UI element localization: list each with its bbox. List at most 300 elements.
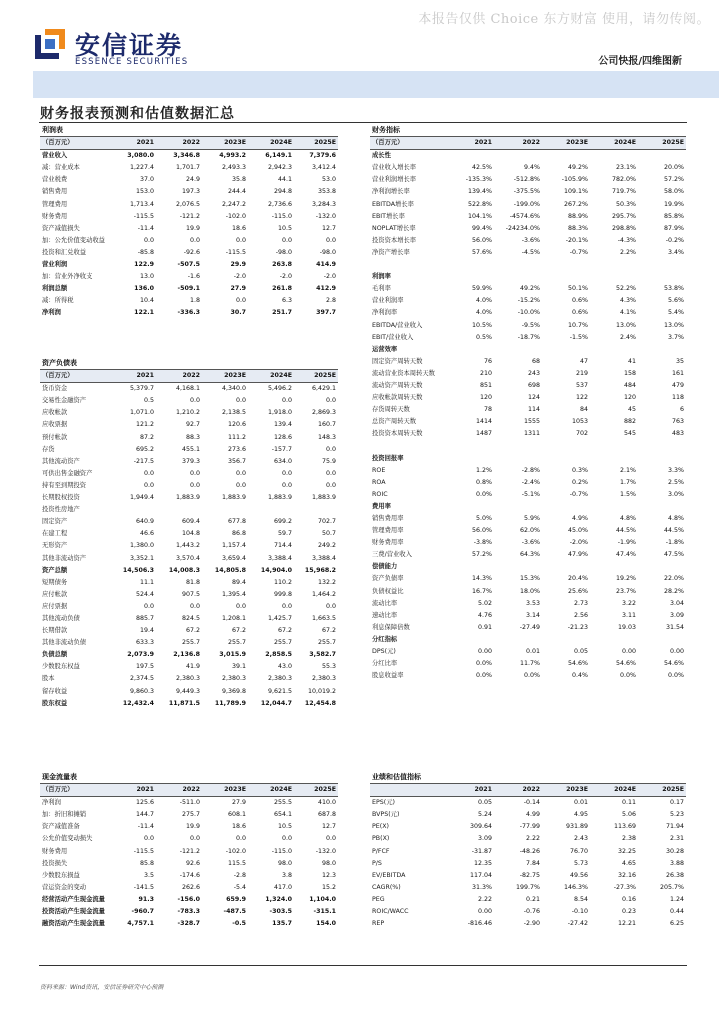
cell-value: 25.6% — [567, 587, 588, 595]
row-label: 营业收入增长率 — [372, 164, 417, 172]
cell-value: 2,736.6 — [267, 200, 292, 208]
cell-value: 455.1 — [181, 445, 200, 453]
cell-value: 659.9 — [226, 895, 246, 903]
cell-value: 6,149.1 — [265, 152, 292, 160]
cell-value: 67.2 — [185, 627, 200, 635]
cell-value: -328.7 — [177, 920, 200, 928]
cell-value: 35.8 — [231, 176, 246, 184]
cell-value: 0.0 — [325, 835, 336, 843]
row-label: 财务费用 — [42, 847, 68, 855]
row-label: ROIC — [372, 490, 388, 498]
cell-value: -77.99 — [519, 823, 540, 831]
cell-value: -512.8% — [513, 176, 540, 184]
row-label: 营业利润 — [42, 261, 68, 269]
cell-value: 56.0% — [471, 527, 492, 535]
cell-value: 0.0 — [325, 397, 336, 405]
cell-value: 609.4 — [181, 518, 200, 526]
row-label: 资产减值损失 — [42, 224, 80, 232]
cell-value: 0.0 — [235, 602, 246, 610]
cell-value: 42.5% — [471, 164, 492, 172]
cell-value: 161 — [672, 369, 685, 377]
cell-value — [638, 501, 686, 513]
cell-value: 5.06 — [621, 811, 636, 819]
header-row — [370, 137, 686, 150]
cell-value: -2.0% — [569, 539, 588, 547]
cell-value: 28.2% — [664, 587, 685, 595]
cell-value: 11,871.5 — [168, 699, 200, 707]
cell-value: -3.6% — [521, 539, 540, 547]
cell-value: 5.0% — [476, 515, 492, 522]
cell-value: 10.5 — [277, 224, 292, 232]
brand-logo — [33, 27, 233, 67]
cell-value: 273.6 — [227, 445, 246, 453]
cell-value: 9,860.3 — [129, 687, 154, 695]
table-row — [40, 150, 338, 163]
cell-value: 99.4% — [471, 224, 492, 232]
cell-value: 356.7 — [227, 457, 246, 465]
table-row — [40, 492, 338, 504]
row-label: 管理费用率 — [372, 527, 404, 535]
table-row — [40, 283, 338, 295]
cell-value: 4.1% — [620, 309, 636, 317]
cell-value — [542, 501, 590, 513]
cell-value: 15,968.2 — [304, 566, 336, 574]
cell-value: 110.2 — [273, 578, 292, 586]
cell-value: 2025E — [638, 137, 686, 150]
cell-value: 88.3% — [567, 224, 588, 232]
table-row — [40, 540, 338, 552]
income-statement-table — [40, 124, 338, 320]
cell-value: 2024E — [248, 137, 294, 150]
cell-value: 219 — [575, 369, 588, 377]
table-row — [370, 271, 686, 283]
cell-value: 687.8 — [317, 811, 336, 819]
cell-value: 10.5% — [471, 321, 492, 329]
cell-value: -336.3 — [177, 309, 200, 317]
cell-value — [638, 344, 686, 356]
row-label: 营业利润增长率 — [372, 176, 417, 184]
row-label: P/S — [372, 859, 382, 867]
row-label: 短期债务 — [42, 578, 68, 586]
header-band — [33, 71, 719, 98]
row-label: DPS(元) — [372, 648, 396, 656]
row-label: 股息收益率 — [372, 672, 404, 680]
cell-value: -20.1% — [565, 236, 588, 244]
table-row — [370, 809, 686, 821]
cell-value: 4.76 — [477, 611, 492, 619]
table-row — [40, 673, 338, 685]
cell-value: 0.0 — [235, 397, 246, 405]
cell-value: 14.3% — [471, 575, 492, 583]
cell-value: 6.3 — [281, 297, 292, 305]
cell-value: 1,701.7 — [175, 164, 200, 172]
cell-value — [446, 259, 494, 271]
cell-value: 2.5% — [668, 478, 685, 486]
cell-value: 197.3 — [181, 188, 200, 196]
row-label: 减：营业成本 — [42, 164, 80, 172]
cell-value — [638, 453, 686, 465]
cell-value: 545 — [623, 430, 636, 438]
cell-value: 2,076.5 — [175, 200, 200, 208]
cell-value: 57.6% — [471, 248, 492, 256]
cell-value: 121.2 — [135, 421, 154, 429]
cell-value: 2021 — [110, 370, 156, 383]
row-label: PE(X) — [372, 823, 390, 831]
cell-value: 12.3 — [321, 871, 336, 879]
row-label: EBIT/营业收入 — [372, 333, 414, 341]
cell-value: -92.6 — [183, 248, 200, 256]
cell-value: 3,388.4 — [311, 554, 336, 562]
cell-value: 885.7 — [135, 614, 154, 622]
table-row — [40, 383, 338, 396]
row-label: 速动比率 — [372, 611, 398, 619]
table-row — [370, 870, 686, 882]
cell-value: 19.2% — [615, 575, 636, 583]
table-row — [40, 395, 338, 407]
cell-value: 92.7 — [185, 421, 200, 429]
row-label: 销售费用率 — [372, 515, 404, 522]
row-label: 应付帐款 — [42, 590, 68, 598]
cell-value: 0.0% — [476, 672, 492, 680]
table-row — [370, 259, 686, 271]
cell-value: 49.56 — [569, 871, 588, 879]
cell-value: 117.04 — [469, 871, 492, 879]
row-label: 财务费用 — [42, 212, 68, 220]
cell-value: 55.3 — [321, 663, 336, 671]
cell-value: 2,138.5 — [221, 409, 246, 417]
cell-value: 1414 — [475, 418, 492, 426]
table-row — [370, 489, 686, 501]
cell-value: 2022 — [156, 784, 202, 797]
cell-value — [590, 150, 638, 163]
section-title-row — [370, 124, 686, 137]
cell-value: 2021 — [446, 784, 494, 797]
cell-value — [590, 634, 638, 646]
table-row — [370, 797, 686, 810]
row-label: 预付帐款 — [42, 433, 68, 441]
cell-value — [542, 561, 590, 573]
cell-value: 146.3% — [563, 883, 588, 891]
cell-value: 0.0 — [325, 445, 336, 453]
table-row — [40, 419, 338, 431]
cell-value: 44.1 — [277, 176, 292, 184]
cell-value: 3,412.4 — [312, 164, 337, 172]
cell-value: 2025E — [294, 784, 338, 797]
cell-value: 763 — [672, 418, 685, 426]
cell-value: 2025E — [638, 784, 686, 797]
cell-value: 3.0% — [668, 490, 685, 498]
table-row — [40, 797, 338, 810]
cell-value: 255.5 — [273, 799, 292, 807]
cell-value — [638, 561, 686, 573]
table-row — [370, 573, 686, 585]
cell-value: -315.1 — [313, 908, 336, 916]
cell-value: 0.0% — [476, 490, 492, 498]
row-label: 利息保障倍数 — [372, 623, 410, 631]
source-note: 资料来源：Wind资讯，安信证券研究中心预测 — [40, 984, 164, 991]
cell-value: 699.2 — [273, 518, 292, 526]
row-label: ROA — [372, 478, 386, 486]
cell-value: -0.7% — [569, 490, 588, 498]
cell-value: 1,210.2 — [175, 409, 200, 417]
valuation-table — [370, 771, 686, 930]
cell-value: 148.3 — [317, 433, 336, 441]
cell-value: 1.5% — [620, 490, 636, 498]
cell-value: 4.95 — [573, 811, 588, 819]
cell-value: 47.4% — [615, 551, 636, 559]
cell-value: 154.0 — [316, 920, 336, 928]
row-label: 长期股权投资 — [42, 494, 80, 502]
table-row — [370, 307, 686, 319]
row-label: 存货 — [42, 445, 55, 453]
cell-value: 2021 — [110, 784, 156, 797]
cell-value: 2.1% — [620, 466, 636, 474]
cell-value: -5.1% — [521, 490, 540, 498]
cell-value: 136.0 — [134, 285, 154, 293]
cell-value: 4.0% — [476, 309, 492, 317]
cell-value: 43.0 — [277, 663, 292, 671]
section-title: 现金流量表 — [40, 771, 338, 784]
cell-value: 11.7% — [519, 660, 540, 668]
cell-value: -82.75 — [519, 871, 540, 879]
cell-value: 14,904.0 — [260, 566, 292, 574]
cell-value: 86.8 — [231, 530, 246, 538]
cell-value: 5.4% — [668, 309, 685, 317]
cell-value: 18.6 — [231, 224, 246, 232]
table-row — [370, 598, 686, 610]
cell-value: 50.3% — [615, 200, 636, 208]
row-label: 投资资本周转天数 — [372, 430, 423, 438]
cell-value: 113.69 — [613, 823, 636, 831]
cell-value: 47 — [579, 357, 588, 365]
table-row — [370, 894, 686, 906]
cell-value: 45.0% — [567, 527, 588, 535]
cell-value: 2023E — [542, 137, 590, 150]
row-label: 净利润增长率 — [372, 188, 410, 196]
cell-value — [638, 634, 686, 646]
cell-value: 5.02 — [477, 599, 492, 607]
cell-value: 0.0% — [476, 660, 492, 668]
table-row — [40, 625, 338, 637]
cell-value: 3,570.4 — [175, 554, 200, 562]
cell-value: 397.7 — [316, 309, 337, 317]
section-title: 利润表 — [40, 124, 338, 137]
cell-value: 46.6 — [139, 530, 154, 538]
cell-value: 158 — [623, 369, 636, 377]
cell-value: 1.7% — [620, 478, 636, 486]
cell-value: 2023E — [542, 784, 590, 797]
cell-value: 2.73 — [573, 599, 588, 607]
row-label: 分红指标 — [372, 635, 398, 643]
cell-value: -4.5% — [521, 248, 540, 256]
row-label — [370, 784, 446, 797]
section-title-row — [370, 771, 686, 784]
cell-value: -156.0 — [177, 895, 200, 903]
table-row — [370, 833, 686, 845]
cell-value: 1,918.0 — [267, 409, 292, 417]
cell-value: 0.8% — [476, 478, 492, 486]
cell-value: 210 — [479, 369, 492, 377]
cell-value: 824.5 — [181, 614, 200, 622]
row-label: 投资性房地产 — [42, 506, 80, 514]
cell-value: 4.8% — [620, 515, 636, 522]
row-label: 应付票据 — [42, 602, 68, 610]
row-label: EBITDA增长率 — [372, 200, 414, 208]
cell-value: 13.0% — [615, 321, 636, 329]
cell-value: 0.00 — [670, 648, 685, 656]
cell-value: 2,380.3 — [311, 675, 336, 683]
cell-value: -1.5% — [569, 333, 588, 341]
cell-value: 12,432.4 — [122, 699, 154, 707]
cell-value: 4.8% — [668, 515, 685, 522]
cell-value: -98.0 — [275, 248, 292, 256]
cell-value: 1,208.1 — [221, 614, 246, 622]
cell-value: 7.84 — [525, 859, 540, 867]
cell-value: -115.0 — [271, 847, 292, 855]
cell-value: 882 — [623, 418, 636, 426]
cell-value: 702.7 — [317, 518, 336, 526]
cell-value: -2.0 — [233, 273, 246, 281]
cell-value: 67.2 — [321, 627, 336, 635]
cell-value: 0.0 — [281, 481, 292, 489]
cell-value: 3.7% — [668, 333, 685, 341]
cell-value: 524.4 — [135, 590, 154, 598]
cell-value: 37.0 — [139, 176, 154, 184]
cell-value: 3.4% — [668, 248, 685, 256]
row-label: 应收帐款周转天数 — [372, 394, 423, 402]
cell-value: -1.6 — [187, 273, 200, 281]
cell-value: -3.8% — [473, 539, 492, 547]
row-label: 销售费用 — [42, 188, 68, 196]
cell-value: 3.5 — [143, 871, 154, 879]
cell-value: -4.3% — [617, 236, 636, 244]
cell-value: 84 — [579, 406, 588, 414]
row-label: 固定资产 — [42, 518, 68, 526]
cell-value: 104.8 — [181, 530, 200, 538]
cell-value — [494, 150, 542, 163]
cell-value: 0.0 — [235, 469, 246, 477]
watermark-text: 本报告仅供 Choice 东方财富 使用，请勿传阅。 — [418, 12, 710, 27]
row-label: 投资活动产生现金流量 — [42, 908, 105, 916]
table-row — [370, 162, 686, 174]
cell-value: 89.4 — [231, 578, 246, 586]
cell-value — [446, 150, 494, 163]
table-row — [40, 528, 338, 540]
cell-value: 1053 — [571, 418, 588, 426]
row-label: BVPS(元) — [372, 811, 400, 819]
table-row — [40, 235, 338, 247]
balance-sheet-table — [40, 357, 338, 710]
cell-value: 14,805.8 — [214, 566, 246, 574]
row-label: 净利润率 — [372, 309, 398, 317]
cell-value: 2023E — [202, 784, 248, 797]
cell-value: 68 — [531, 357, 540, 365]
cell-value: 4,340.0 — [221, 385, 246, 393]
table-row — [370, 392, 686, 404]
cell-value: -2.4% — [521, 478, 540, 486]
cell-value: 0.0 — [143, 602, 154, 610]
cell-value: 47.5% — [664, 551, 685, 559]
cell-value: 98.0 — [321, 859, 336, 867]
cell-value — [494, 344, 542, 356]
cell-value: 3.3% — [668, 466, 685, 474]
cell-value: 3.11 — [621, 611, 636, 619]
cell-value: 87.9% — [664, 224, 685, 232]
cell-value: -132.0 — [315, 212, 337, 220]
cell-value: 634.0 — [273, 457, 292, 465]
cell-value: 0.3% — [572, 466, 588, 474]
cell-value: 0.0 — [143, 236, 154, 244]
cell-value — [542, 634, 590, 646]
cell-value: 9,621.5 — [267, 687, 292, 695]
cell-value: 2022 — [156, 370, 202, 383]
cell-value: 1,443.2 — [175, 542, 200, 550]
table-row — [370, 320, 686, 332]
cell-value: 2.8 — [326, 297, 337, 305]
table-row — [370, 610, 686, 622]
cell-value: 2,374.5 — [129, 675, 154, 683]
cell-value: -18.7% — [517, 333, 540, 341]
cell-value: 22.0% — [664, 575, 685, 583]
cell-value — [156, 504, 202, 516]
cell-value: 2.22 — [477, 895, 492, 903]
cell-value: 483 — [672, 430, 685, 438]
cell-value: -2.8% — [521, 466, 540, 474]
cell-value: -2.0 — [279, 273, 292, 281]
cell-value: 907.5 — [181, 590, 200, 598]
cell-value: 57.2% — [471, 551, 492, 559]
cell-value: 0.0 — [143, 481, 154, 489]
cell-value: 85.8% — [664, 212, 685, 220]
table-row — [370, 247, 686, 259]
cell-value: 76.70 — [569, 847, 588, 855]
cell-value: 298.8% — [611, 224, 636, 232]
cell-value: 2,942.3 — [267, 164, 292, 172]
cell-value: 654.1 — [273, 811, 292, 819]
cell-value: 13.0% — [664, 321, 685, 329]
cell-value: -115.5 — [133, 847, 154, 855]
cell-value: 4,168.1 — [175, 385, 200, 393]
cell-value: 49.2% — [567, 164, 588, 172]
row-label — [370, 440, 446, 452]
table-row — [370, 918, 686, 930]
cell-value: -105.9% — [561, 176, 588, 184]
cell-value: 851 — [479, 381, 492, 389]
cell-value — [446, 344, 494, 356]
table-row — [40, 444, 338, 456]
table-row — [40, 809, 338, 821]
cell-value: 0.0% — [524, 672, 540, 680]
row-label: 资产负债率 — [372, 575, 404, 583]
cell-value: -487.5 — [223, 908, 246, 916]
cell-value: 1,883.9 — [311, 494, 336, 502]
cell-value: 275.7 — [181, 811, 200, 819]
cell-value: 54.6% — [567, 660, 588, 668]
cell-value: 0.23 — [621, 908, 636, 916]
header-row — [40, 137, 338, 150]
cell-value: 92.6 — [185, 859, 200, 867]
cell-value: 135.7 — [272, 920, 292, 928]
cell-value: -0.10 — [571, 908, 588, 916]
cell-value: 255.7 — [317, 639, 336, 647]
cell-value: 0.00 — [621, 648, 636, 656]
cell-value: 67.2 — [231, 627, 246, 635]
cell-value: 0.0 — [325, 469, 336, 477]
row-label: 净利润 — [42, 799, 61, 807]
header-row — [370, 784, 686, 797]
cell-value: 4.65 — [621, 859, 636, 867]
row-label: 费用率 — [372, 502, 391, 510]
